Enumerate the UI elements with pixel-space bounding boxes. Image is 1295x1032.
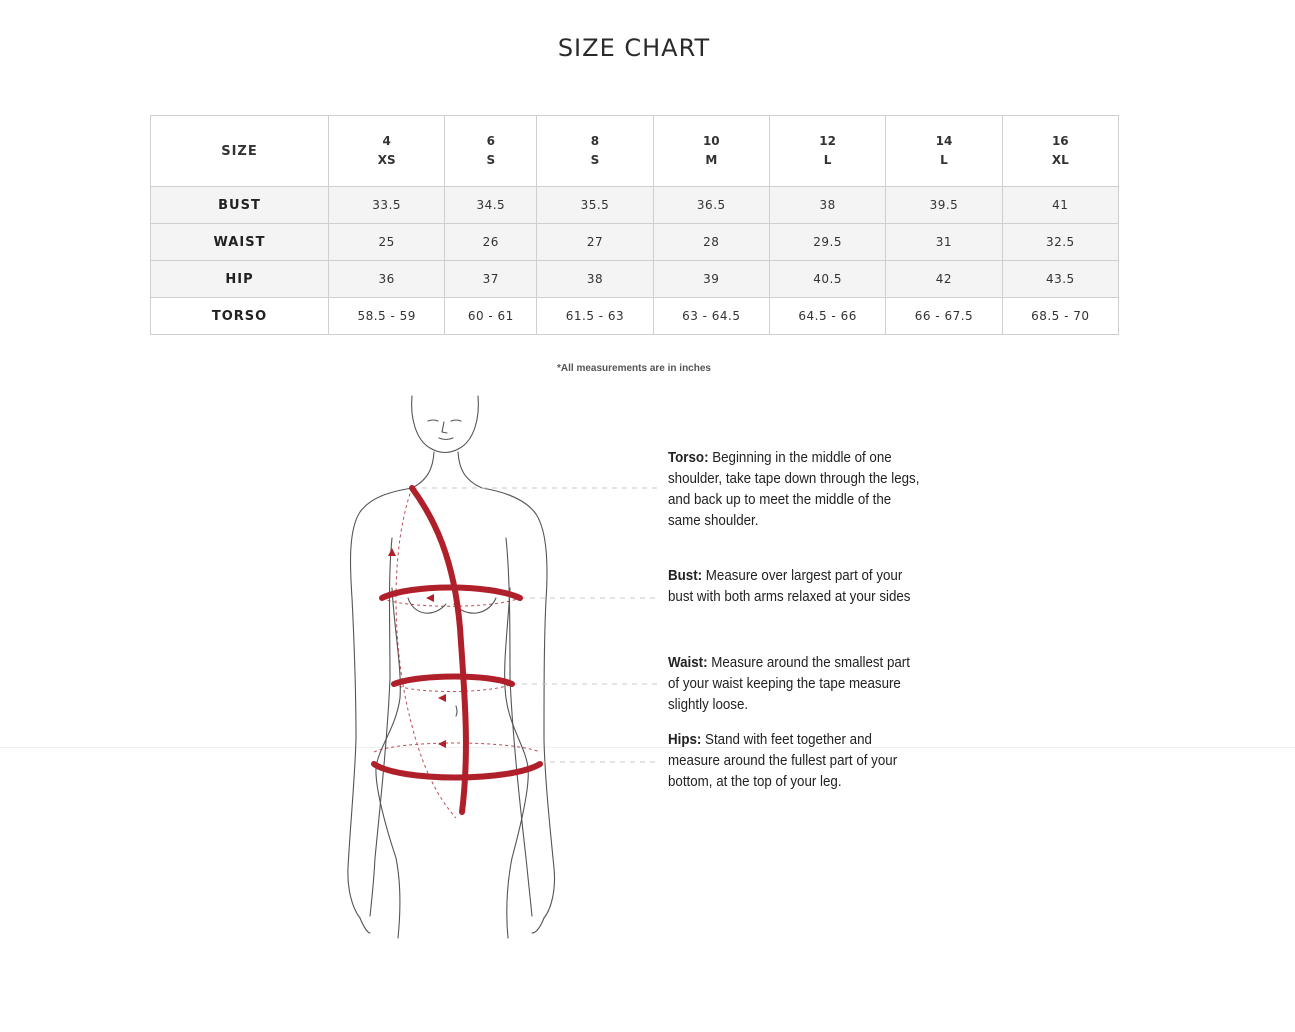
table-cell: 68.5 - 70 — [1002, 298, 1118, 335]
column-size-letter: M — [705, 153, 718, 167]
torso-text: Beginning in the middle of one shoulder, take tape down through the legs, and back up to meet the middle of the same shoulder. — [668, 450, 920, 529]
table-cell: 66 - 67.5 — [886, 298, 1002, 335]
column-header — [653, 116, 769, 187]
table-cell: 31 — [886, 224, 1002, 261]
column-size-number: 4 — [382, 134, 391, 148]
torso-instruction — [668, 448, 921, 532]
torso-tape — [412, 488, 466, 812]
table-row-bust — [151, 187, 1119, 224]
row-label: HIP — [151, 261, 329, 298]
table-cell: 58.5 - 59 — [329, 298, 445, 335]
table-cell: 61.5 - 63 — [537, 298, 653, 335]
table-cell: 36.5 — [653, 187, 769, 224]
hips-text: Stand with feet together and measure around the fullest part of your bottom, at the top of your leg. — [668, 732, 898, 790]
column-size-letter: L — [940, 153, 948, 167]
column-size-number: 14 — [935, 134, 953, 148]
table-cell: 43.5 — [1002, 261, 1118, 298]
bust-instruction — [668, 566, 921, 608]
table-cell: 38 — [537, 261, 653, 298]
table-header-row — [151, 116, 1119, 187]
table-cell: 33.5 — [329, 187, 445, 224]
waist-term: Waist: — [668, 655, 708, 671]
page-title: SIZE CHART — [557, 34, 711, 62]
table-row-hip — [151, 261, 1119, 298]
waist-tape — [394, 677, 512, 685]
table-cell: 37 — [445, 261, 537, 298]
table-cell: 36 — [329, 261, 445, 298]
column-size-letter: L — [823, 153, 832, 167]
table-row-waist — [151, 224, 1119, 261]
table-cell: 39.5 — [886, 187, 1002, 224]
column-header — [1002, 116, 1118, 187]
column-size-number: 12 — [819, 134, 836, 148]
row-label: TORSO — [151, 298, 329, 335]
column-header — [537, 116, 653, 187]
row-label: BUST — [151, 187, 329, 224]
table-cell: 60 - 61 — [445, 298, 537, 335]
column-size-letter: S — [590, 153, 600, 167]
waist-text: Measure around the smallest part of your waist keeping the tape measure slightly loose. — [668, 655, 910, 713]
column-size-letter: XL — [1051, 153, 1069, 167]
measurement-note: *All measurements are in inches — [557, 363, 711, 374]
table-cell: 39 — [653, 261, 769, 298]
table-cell: 34.5 — [445, 187, 537, 224]
column-size-number: 10 — [702, 134, 720, 148]
table-cell: 38 — [769, 187, 885, 224]
table-cell: 63 - 64.5 — [653, 298, 769, 335]
column-header — [769, 116, 885, 187]
column-header — [445, 116, 537, 187]
column-size-number: 16 — [1051, 134, 1069, 148]
body-outline — [348, 396, 555, 938]
table-cell: 35.5 — [537, 187, 653, 224]
table-cell: 32.5 — [1002, 224, 1118, 261]
column-header — [329, 116, 445, 187]
size-corner-label: SIZE — [151, 116, 329, 187]
row-label: WAIST — [151, 224, 329, 261]
column-size-letter: XS — [377, 153, 396, 167]
size-chart-table — [150, 115, 1119, 335]
waist-instruction — [668, 653, 921, 716]
column-size-letter: S — [486, 153, 496, 167]
hips-instruction — [668, 730, 921, 793]
table-cell: 41 — [1002, 187, 1118, 224]
bust-tape — [382, 588, 520, 599]
bust-term: Bust: — [668, 568, 703, 584]
guide-lines — [412, 488, 660, 762]
bust-text: Measure over largest part of your bust with both arms relaxed at your sides — [668, 568, 911, 605]
torso-term: Torso: — [668, 450, 709, 466]
hips-term: Hips: — [668, 732, 702, 748]
column-header — [886, 116, 1002, 187]
table-cell: 40.5 — [769, 261, 885, 298]
tape-back-lines — [374, 488, 540, 818]
table-cell: 64.5 - 66 — [769, 298, 885, 335]
table-cell: 25 — [329, 224, 445, 261]
hip-tape — [374, 764, 540, 778]
table-row-torso — [151, 298, 1119, 335]
body-measurement-illustration — [330, 388, 660, 948]
column-size-number: 8 — [590, 134, 600, 148]
table-cell: 29.5 — [769, 224, 885, 261]
table-cell: 42 — [886, 261, 1002, 298]
table-cell: 28 — [653, 224, 769, 261]
table-cell: 26 — [445, 224, 537, 261]
table-cell: 27 — [537, 224, 653, 261]
column-size-number: 6 — [486, 134, 495, 148]
